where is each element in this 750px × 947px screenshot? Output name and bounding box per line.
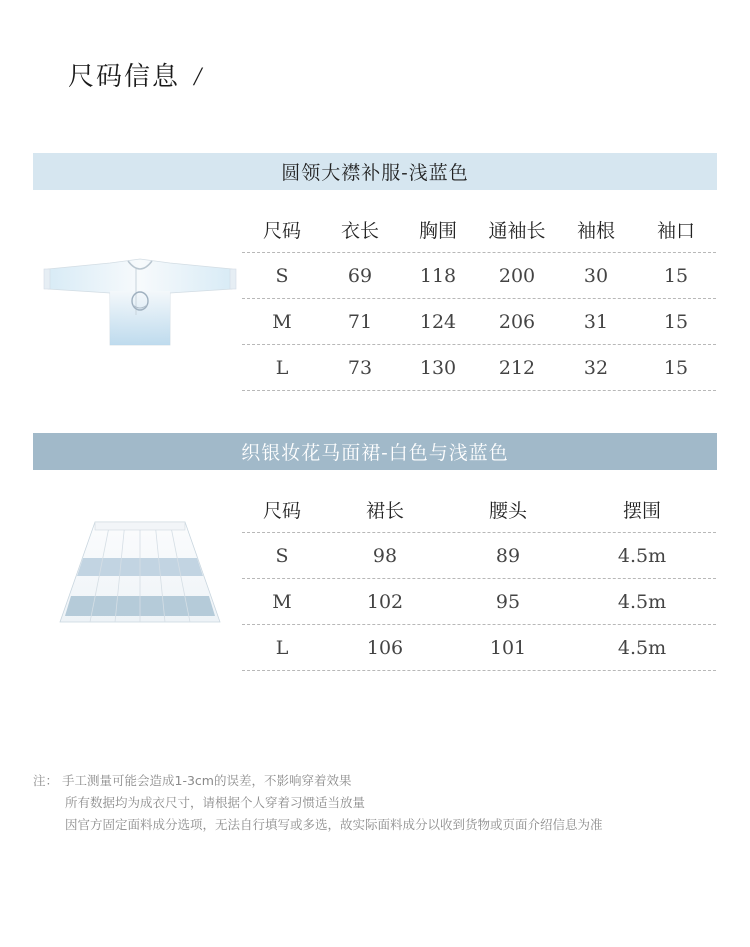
- table-cell: S: [275, 544, 289, 567]
- table-header-row: [242, 487, 716, 533]
- table-cell: S: [275, 264, 289, 287]
- table-row: [242, 533, 716, 579]
- table-cell: 200: [498, 264, 536, 287]
- table-row: [242, 579, 716, 625]
- note-prefix: 注：: [33, 773, 59, 788]
- header-cell: 袖根: [576, 220, 615, 242]
- table-cell: 206: [498, 310, 536, 333]
- header-cell: 衣长: [340, 220, 379, 242]
- table-cell: M: [272, 590, 292, 613]
- table-cell: L: [275, 636, 289, 659]
- note-line: 因官方固定面料成分选项，无法自行填写或多选，故实际面料成分以收到货物或页面介绍信息为准: [65, 817, 603, 832]
- table-cell: 15: [663, 356, 689, 379]
- table-cell: 69: [347, 264, 373, 287]
- table-cell: 31: [583, 310, 609, 333]
- top-section-header: 圆领大襟补服-浅蓝色: [33, 153, 717, 190]
- table-cell: 106: [366, 636, 404, 659]
- table-cell: 32: [583, 356, 609, 379]
- header-cell: 通袖长: [488, 220, 546, 242]
- table-cell: 118: [419, 264, 457, 287]
- table-cell: 4.5m: [617, 590, 667, 613]
- table-cell: 89: [495, 544, 521, 567]
- table-cell: L: [275, 356, 289, 379]
- header-cell: 裙长: [365, 500, 404, 522]
- table-row: [242, 299, 716, 345]
- table-cell: 101: [489, 636, 527, 659]
- top-size-table: [242, 207, 716, 391]
- table-cell: 71: [347, 310, 373, 333]
- note-line: 注： 手工测量可能会造成1-3cm的误差，不影响穿着效果: [33, 773, 352, 788]
- header-cell: 摆围: [622, 500, 661, 522]
- table-cell: 15: [663, 310, 689, 333]
- title-slash: /: [194, 62, 204, 91]
- header-cell: 尺码: [262, 220, 301, 242]
- notes: [33, 770, 603, 836]
- table-cell: 73: [347, 356, 373, 379]
- table-cell: 95: [495, 590, 521, 613]
- skirt-size-table: [242, 487, 716, 671]
- table-cell: 30: [583, 264, 609, 287]
- table-header-row: [242, 207, 716, 253]
- skirt-image: [55, 518, 225, 630]
- header-cell: 腰头: [488, 500, 527, 522]
- table-row: [242, 625, 716, 671]
- table-cell: M: [272, 310, 292, 333]
- note-line: 所有数据均为成衣尺寸，请根据个人穿着习惯适当放量: [65, 795, 366, 810]
- skirt-section-header: 织银妆花马面裙-白色与浅蓝色: [33, 433, 717, 470]
- table-cell: 124: [419, 310, 457, 333]
- table-cell: 98: [372, 544, 398, 567]
- top-garment-image: [40, 255, 240, 355]
- header-cell: 尺码: [262, 500, 301, 522]
- table-cell: 15: [663, 264, 689, 287]
- table-row: [242, 253, 716, 299]
- table-cell: 4.5m: [617, 544, 667, 567]
- page-title: 尺码信息 /: [68, 62, 204, 92]
- table-cell: 4.5m: [617, 636, 667, 659]
- table-cell: 130: [419, 356, 457, 379]
- header-cell: 袖口: [656, 220, 695, 242]
- table-row: [242, 345, 716, 391]
- header-cell: 胸围: [418, 220, 457, 242]
- table-cell: 212: [498, 356, 536, 379]
- table-cell: 102: [366, 590, 404, 613]
